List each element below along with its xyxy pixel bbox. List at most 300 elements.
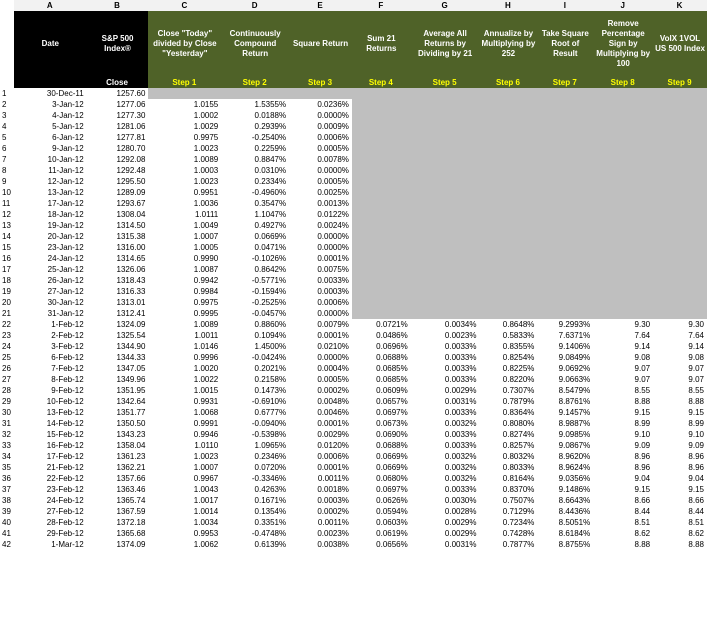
volx-cell[interactable] xyxy=(653,110,707,121)
column-header-c[interactable]: C xyxy=(148,0,221,11)
sqrt-cell[interactable]: 8.8761% xyxy=(537,396,593,407)
scaled-cell[interactable]: 9.30 xyxy=(593,319,653,330)
square-return-cell[interactable]: 0.0002% xyxy=(289,385,352,396)
square-return-cell[interactable] xyxy=(289,88,352,99)
ratio-cell[interactable]: 0.9953 xyxy=(148,528,221,539)
scaled-cell[interactable] xyxy=(593,264,653,275)
annualized-cell[interactable] xyxy=(480,242,538,253)
average-cell[interactable]: 0.0033% xyxy=(411,374,480,385)
scaled-cell[interactable]: 8.88 xyxy=(593,396,653,407)
date-cell[interactable]: 29-Feb-12 xyxy=(14,528,87,539)
close-cell[interactable]: 1325.54 xyxy=(87,330,149,341)
annualized-cell[interactable] xyxy=(480,308,538,319)
square-return-cell[interactable]: 0.0000% xyxy=(289,308,352,319)
log-return-cell[interactable]: -0.4960% xyxy=(221,187,289,198)
sqrt-cell[interactable] xyxy=(537,187,593,198)
annualized-cell[interactable]: 0.8274% xyxy=(480,429,538,440)
sum-cell[interactable] xyxy=(352,99,411,110)
annualized-cell[interactable] xyxy=(480,99,538,110)
annualized-cell[interactable] xyxy=(480,143,538,154)
volx-cell[interactable]: 9.30 xyxy=(653,319,707,330)
date-cell[interactable]: 13-Jan-12 xyxy=(14,187,87,198)
scaled-cell[interactable] xyxy=(593,198,653,209)
square-return-cell[interactable]: 0.0236% xyxy=(289,99,352,110)
ratio-cell[interactable]: 1.0110 xyxy=(148,440,221,451)
date-cell[interactable]: 15-Feb-12 xyxy=(14,429,87,440)
volx-cell[interactable] xyxy=(653,231,707,242)
log-return-cell[interactable]: 0.8860% xyxy=(221,319,289,330)
sqrt-cell[interactable] xyxy=(537,231,593,242)
close-cell[interactable]: 1316.00 xyxy=(87,242,149,253)
ratio-cell[interactable]: 0.9995 xyxy=(148,308,221,319)
average-cell[interactable] xyxy=(411,132,480,143)
annualized-cell[interactable] xyxy=(480,286,538,297)
square-return-cell[interactable]: 0.0000% xyxy=(289,165,352,176)
ratio-cell[interactable]: 0.9990 xyxy=(148,253,221,264)
volx-cell[interactable] xyxy=(653,220,707,231)
sqrt-cell[interactable] xyxy=(537,132,593,143)
volx-cell[interactable]: 8.96 xyxy=(653,462,707,473)
date-cell[interactable]: 26-Jan-12 xyxy=(14,275,87,286)
sum-cell[interactable]: 0.0594% xyxy=(352,506,411,517)
sqrt-cell[interactable] xyxy=(537,154,593,165)
volx-cell[interactable]: 8.51 xyxy=(653,517,707,528)
annualized-cell[interactable]: 0.7507% xyxy=(480,495,538,506)
ratio-cell[interactable]: 1.0003 xyxy=(148,165,221,176)
annualized-cell[interactable] xyxy=(480,154,538,165)
ratio-cell[interactable]: 1.0087 xyxy=(148,264,221,275)
square-return-cell[interactable]: 0.0001% xyxy=(289,418,352,429)
square-return-cell[interactable]: 0.0000% xyxy=(289,352,352,363)
sqrt-cell[interactable] xyxy=(537,165,593,176)
annualized-cell[interactable] xyxy=(480,253,538,264)
date-cell[interactable]: 1-Feb-12 xyxy=(14,319,87,330)
log-return-cell[interactable]: -0.5398% xyxy=(221,429,289,440)
sqrt-cell[interactable] xyxy=(537,110,593,121)
log-return-cell[interactable]: 0.2021% xyxy=(221,363,289,374)
ratio-cell[interactable]: 1.0005 xyxy=(148,242,221,253)
log-return-cell[interactable]: -0.4748% xyxy=(221,528,289,539)
sqrt-cell[interactable] xyxy=(537,264,593,275)
scaled-cell[interactable]: 8.55 xyxy=(593,385,653,396)
close-cell[interactable]: 1293.67 xyxy=(87,198,149,209)
ratio-cell[interactable]: 0.9942 xyxy=(148,275,221,286)
scaled-cell[interactable] xyxy=(593,308,653,319)
square-return-cell[interactable]: 0.0000% xyxy=(289,110,352,121)
scaled-cell[interactable]: 8.96 xyxy=(593,451,653,462)
date-cell[interactable]: 22-Feb-12 xyxy=(14,473,87,484)
volx-cell[interactable]: 8.62 xyxy=(653,528,707,539)
step-label-5[interactable]: Step 5 xyxy=(411,77,480,88)
scaled-cell[interactable] xyxy=(593,242,653,253)
close-cell[interactable]: 1361.23 xyxy=(87,451,149,462)
volx-cell[interactable]: 8.88 xyxy=(653,539,707,550)
date-cell[interactable]: 25-Jan-12 xyxy=(14,264,87,275)
log-return-cell[interactable]: 0.2939% xyxy=(221,121,289,132)
average-cell[interactable] xyxy=(411,220,480,231)
ratio-cell[interactable]: 1.0089 xyxy=(148,319,221,330)
log-return-cell[interactable]: -0.5771% xyxy=(221,275,289,286)
close-cell[interactable]: 1351.95 xyxy=(87,385,149,396)
date-cell[interactable]: 18-Jan-12 xyxy=(14,209,87,220)
volx-cell[interactable] xyxy=(653,176,707,187)
average-cell[interactable] xyxy=(411,209,480,220)
volx-cell[interactable] xyxy=(653,264,707,275)
log-return-cell[interactable]: -0.2525% xyxy=(221,297,289,308)
close-cell[interactable]: 1292.48 xyxy=(87,165,149,176)
sum-cell[interactable]: 0.0486% xyxy=(352,330,411,341)
log-return-cell[interactable]: 0.0310% xyxy=(221,165,289,176)
date-cell[interactable]: 6-Feb-12 xyxy=(14,352,87,363)
header-sp500[interactable]: S&P 500 Index® xyxy=(87,11,149,77)
sum-cell[interactable] xyxy=(352,308,411,319)
volx-cell[interactable]: 9.07 xyxy=(653,374,707,385)
annualized-cell[interactable] xyxy=(480,121,538,132)
sum-cell[interactable]: 0.0603% xyxy=(352,517,411,528)
sum-cell[interactable]: 0.0697% xyxy=(352,407,411,418)
scaled-cell[interactable]: 8.96 xyxy=(593,462,653,473)
close-cell[interactable]: 1277.30 xyxy=(87,110,149,121)
log-return-cell[interactable]: 0.6777% xyxy=(221,407,289,418)
sum-cell[interactable] xyxy=(352,275,411,286)
average-cell[interactable]: 0.0029% xyxy=(411,528,480,539)
average-cell[interactable]: 0.0032% xyxy=(411,473,480,484)
volx-cell[interactable] xyxy=(653,165,707,176)
close-cell[interactable]: 1315.38 xyxy=(87,231,149,242)
annualized-cell[interactable]: 0.8033% xyxy=(480,462,538,473)
square-return-cell[interactable]: 0.0003% xyxy=(289,495,352,506)
volx-cell[interactable]: 8.44 xyxy=(653,506,707,517)
close-cell[interactable]: 1365.74 xyxy=(87,495,149,506)
square-return-cell[interactable]: 0.0005% xyxy=(289,374,352,385)
date-cell[interactable]: 16-Feb-12 xyxy=(14,440,87,451)
sum-cell[interactable]: 0.0657% xyxy=(352,396,411,407)
scaled-cell[interactable]: 8.62 xyxy=(593,528,653,539)
ratio-cell[interactable]: 0.9967 xyxy=(148,473,221,484)
sqrt-cell[interactable]: 8.9620% xyxy=(537,451,593,462)
sum-cell[interactable]: 0.0696% xyxy=(352,341,411,352)
square-return-cell[interactable]: 0.0001% xyxy=(289,253,352,264)
close-cell[interactable]: 1316.33 xyxy=(87,286,149,297)
log-return-cell[interactable]: 1.0965% xyxy=(221,440,289,451)
close-cell[interactable]: 1367.59 xyxy=(87,506,149,517)
step-label-2[interactable]: Step 2 xyxy=(221,77,289,88)
scaled-cell[interactable]: 9.15 xyxy=(593,407,653,418)
average-cell[interactable]: 0.0023% xyxy=(411,330,480,341)
ratio-cell[interactable]: 0.9951 xyxy=(148,187,221,198)
log-return-cell[interactable]: 0.3547% xyxy=(221,198,289,209)
average-cell[interactable]: 0.0028% xyxy=(411,506,480,517)
square-return-cell[interactable]: 0.0013% xyxy=(289,198,352,209)
ratio-cell[interactable]: 1.0007 xyxy=(148,462,221,473)
date-cell[interactable]: 3-Jan-12 xyxy=(14,99,87,110)
square-return-cell[interactable]: 0.0025% xyxy=(289,187,352,198)
volx-cell[interactable] xyxy=(653,308,707,319)
date-cell[interactable]: 23-Feb-12 xyxy=(14,484,87,495)
scaled-cell[interactable]: 9.14 xyxy=(593,341,653,352)
date-cell[interactable]: 10-Feb-12 xyxy=(14,396,87,407)
annualized-cell[interactable] xyxy=(480,110,538,121)
date-cell[interactable]: 17-Feb-12 xyxy=(14,451,87,462)
volx-cell[interactable] xyxy=(653,198,707,209)
average-cell[interactable]: 0.0033% xyxy=(411,352,480,363)
date-cell[interactable]: 5-Jan-12 xyxy=(14,121,87,132)
annualized-cell[interactable] xyxy=(480,297,538,308)
ratio-cell[interactable]: 1.0049 xyxy=(148,220,221,231)
header-step4[interactable]: Sum 21 Returns xyxy=(352,11,411,77)
scaled-cell[interactable]: 9.07 xyxy=(593,363,653,374)
date-cell[interactable]: 9-Jan-12 xyxy=(14,143,87,154)
volx-cell[interactable] xyxy=(653,275,707,286)
average-cell[interactable] xyxy=(411,253,480,264)
date-cell[interactable]: 30-Dec-11 xyxy=(14,88,87,99)
scaled-cell[interactable] xyxy=(593,154,653,165)
sum-cell[interactable]: 0.0626% xyxy=(352,495,411,506)
annualized-cell[interactable]: 0.8032% xyxy=(480,451,538,462)
annualized-cell[interactable]: 0.8364% xyxy=(480,407,538,418)
ratio-cell[interactable]: 1.0036 xyxy=(148,198,221,209)
close-cell[interactable]: 1314.65 xyxy=(87,253,149,264)
average-cell[interactable] xyxy=(411,121,480,132)
sum-cell[interactable]: 0.0697% xyxy=(352,484,411,495)
ratio-cell[interactable]: 1.0023 xyxy=(148,176,221,187)
annualized-cell[interactable]: 0.8225% xyxy=(480,363,538,374)
close-cell[interactable]: 1314.50 xyxy=(87,220,149,231)
header-step7[interactable]: Take Square Root of Result xyxy=(537,11,593,77)
annualized-cell[interactable]: 0.8254% xyxy=(480,352,538,363)
log-return-cell[interactable]: -0.1026% xyxy=(221,253,289,264)
average-cell[interactable] xyxy=(411,242,480,253)
scaled-cell[interactable] xyxy=(593,143,653,154)
log-return-cell[interactable]: 0.0720% xyxy=(221,462,289,473)
annualized-cell[interactable] xyxy=(480,264,538,275)
square-return-cell[interactable]: 0.0001% xyxy=(289,330,352,341)
ratio-cell[interactable]: 1.0029 xyxy=(148,121,221,132)
volx-cell[interactable]: 8.96 xyxy=(653,451,707,462)
close-cell[interactable]: 1280.70 xyxy=(87,143,149,154)
scaled-cell[interactable] xyxy=(593,110,653,121)
volx-cell[interactable] xyxy=(653,187,707,198)
average-cell[interactable] xyxy=(411,99,480,110)
log-return-cell[interactable]: 0.1473% xyxy=(221,385,289,396)
scaled-cell[interactable]: 9.09 xyxy=(593,440,653,451)
log-return-cell[interactable]: 1.1047% xyxy=(221,209,289,220)
header-step1[interactable]: Close "Today" divided by Close "Yesterday" xyxy=(148,11,221,77)
sqrt-cell[interactable]: 8.5479% xyxy=(537,385,593,396)
ratio-cell[interactable]: 0.9931 xyxy=(148,396,221,407)
sum-cell[interactable] xyxy=(352,220,411,231)
annualized-cell[interactable] xyxy=(480,209,538,220)
close-cell[interactable]: 1277.81 xyxy=(87,132,149,143)
sqrt-cell[interactable]: 8.8755% xyxy=(537,539,593,550)
volx-cell[interactable] xyxy=(653,242,707,253)
ratio-cell[interactable]: 1.0011 xyxy=(148,330,221,341)
sqrt-cell[interactable] xyxy=(537,253,593,264)
annualized-cell[interactable]: 0.5833% xyxy=(480,330,538,341)
log-return-cell[interactable]: 0.0669% xyxy=(221,231,289,242)
sqrt-cell[interactable] xyxy=(537,209,593,220)
close-cell[interactable]: 1313.01 xyxy=(87,297,149,308)
date-cell[interactable]: 27-Jan-12 xyxy=(14,286,87,297)
sqrt-cell[interactable]: 8.5051% xyxy=(537,517,593,528)
average-cell[interactable] xyxy=(411,110,480,121)
step-close[interactable]: Close xyxy=(87,77,149,88)
date-cell[interactable]: 4-Jan-12 xyxy=(14,110,87,121)
scaled-cell[interactable] xyxy=(593,132,653,143)
scaled-cell[interactable]: 8.66 xyxy=(593,495,653,506)
header-step9[interactable]: VolX 1VOL US 500 Index xyxy=(653,11,707,77)
ratio-cell[interactable]: 1.0062 xyxy=(148,539,221,550)
sqrt-cell[interactable]: 7.6371% xyxy=(537,330,593,341)
scaled-cell[interactable] xyxy=(593,220,653,231)
square-return-cell[interactable]: 0.0018% xyxy=(289,484,352,495)
average-cell[interactable]: 0.0032% xyxy=(411,462,480,473)
column-header-g[interactable]: G xyxy=(411,0,480,11)
volx-cell[interactable] xyxy=(653,209,707,220)
annualized-cell[interactable]: 0.7877% xyxy=(480,539,538,550)
square-return-cell[interactable]: 0.0024% xyxy=(289,220,352,231)
date-cell[interactable]: 10-Jan-12 xyxy=(14,154,87,165)
volx-cell[interactable] xyxy=(653,143,707,154)
average-cell[interactable] xyxy=(411,143,480,154)
date-cell[interactable]: 17-Jan-12 xyxy=(14,198,87,209)
annualized-cell[interactable] xyxy=(480,231,538,242)
date-cell[interactable]: 3-Feb-12 xyxy=(14,341,87,352)
log-return-cell[interactable]: 0.8847% xyxy=(221,154,289,165)
volx-cell[interactable]: 8.88 xyxy=(653,396,707,407)
sum-cell[interactable]: 0.0685% xyxy=(352,374,411,385)
log-return-cell[interactable]: 0.0471% xyxy=(221,242,289,253)
sqrt-cell[interactable] xyxy=(537,121,593,132)
step-label-3[interactable]: Step 3 xyxy=(289,77,352,88)
annualized-cell[interactable] xyxy=(480,198,538,209)
log-return-cell[interactable]: 0.2158% xyxy=(221,374,289,385)
average-cell[interactable]: 0.0030% xyxy=(411,495,480,506)
close-cell[interactable]: 1281.06 xyxy=(87,121,149,132)
square-return-cell[interactable]: 0.0001% xyxy=(289,462,352,473)
volx-cell[interactable]: 9.08 xyxy=(653,352,707,363)
sum-cell[interactable] xyxy=(352,253,411,264)
ratio-cell[interactable]: 1.0023 xyxy=(148,451,221,462)
volx-cell[interactable]: 9.09 xyxy=(653,440,707,451)
date-cell[interactable]: 28-Feb-12 xyxy=(14,517,87,528)
square-return-cell[interactable]: 0.0078% xyxy=(289,154,352,165)
sqrt-cell[interactable] xyxy=(537,198,593,209)
scaled-cell[interactable]: 9.08 xyxy=(593,352,653,363)
square-return-cell[interactable]: 0.0004% xyxy=(289,363,352,374)
volx-cell[interactable] xyxy=(653,99,707,110)
sum-cell[interactable] xyxy=(352,132,411,143)
close-cell[interactable]: 1372.18 xyxy=(87,517,149,528)
log-return-cell[interactable]: 0.2346% xyxy=(221,451,289,462)
sqrt-cell[interactable]: 9.1457% xyxy=(537,407,593,418)
scaled-cell[interactable] xyxy=(593,231,653,242)
sum-cell[interactable] xyxy=(352,121,411,132)
sqrt-cell[interactable] xyxy=(537,308,593,319)
column-header-j[interactable]: J xyxy=(593,0,653,11)
square-return-cell[interactable]: 0.0003% xyxy=(289,286,352,297)
volx-cell[interactable] xyxy=(653,154,707,165)
close-cell[interactable]: 1308.04 xyxy=(87,209,149,220)
ratio-cell[interactable]: 1.0089 xyxy=(148,154,221,165)
close-cell[interactable]: 1363.46 xyxy=(87,484,149,495)
annualized-cell[interactable] xyxy=(480,165,538,176)
header-step2[interactable]: Continuously Compound Return xyxy=(221,11,289,77)
ratio-cell[interactable]: 1.0014 xyxy=(148,506,221,517)
log-return-cell[interactable]: 0.2259% xyxy=(221,143,289,154)
square-return-cell[interactable]: 0.0079% xyxy=(289,319,352,330)
sum-cell[interactable] xyxy=(352,143,411,154)
sqrt-cell[interactable]: 9.2993% xyxy=(537,319,593,330)
sqrt-cell[interactable]: 8.6643% xyxy=(537,495,593,506)
square-return-cell[interactable]: 0.0005% xyxy=(289,176,352,187)
average-cell[interactable]: 0.0033% xyxy=(411,363,480,374)
average-cell[interactable]: 0.0031% xyxy=(411,539,480,550)
scaled-cell[interactable] xyxy=(593,253,653,264)
sqrt-cell[interactable] xyxy=(537,242,593,253)
header-step6[interactable]: Annualize by Multiplying by 252 xyxy=(480,11,538,77)
date-cell[interactable]: 20-Jan-12 xyxy=(14,231,87,242)
close-cell[interactable]: 1342.64 xyxy=(87,396,149,407)
date-cell[interactable]: 7-Feb-12 xyxy=(14,363,87,374)
annualized-cell[interactable]: 0.8370% xyxy=(480,484,538,495)
annualized-cell[interactable]: 0.8648% xyxy=(480,319,538,330)
average-cell[interactable]: 0.0033% xyxy=(411,440,480,451)
close-cell[interactable]: 1358.04 xyxy=(87,440,149,451)
ratio-cell[interactable]: 0.9984 xyxy=(148,286,221,297)
sqrt-cell[interactable]: 8.9887% xyxy=(537,418,593,429)
scaled-cell[interactable] xyxy=(593,99,653,110)
volx-cell[interactable] xyxy=(653,88,707,99)
close-cell[interactable]: 1344.90 xyxy=(87,341,149,352)
log-return-cell[interactable]: 1.5355% xyxy=(221,99,289,110)
volx-cell[interactable] xyxy=(653,297,707,308)
sum-cell[interactable]: 0.0669% xyxy=(352,462,411,473)
scaled-cell[interactable] xyxy=(593,275,653,286)
average-cell[interactable] xyxy=(411,165,480,176)
log-return-cell[interactable]: -0.3346% xyxy=(221,473,289,484)
sqrt-cell[interactable] xyxy=(537,143,593,154)
square-return-cell[interactable]: 0.0122% xyxy=(289,209,352,220)
sqrt-cell[interactable]: 9.1486% xyxy=(537,484,593,495)
sqrt-cell[interactable]: 9.0985% xyxy=(537,429,593,440)
volx-cell[interactable] xyxy=(653,121,707,132)
log-return-cell[interactable]: 0.6139% xyxy=(221,539,289,550)
annualized-cell[interactable]: 0.8164% xyxy=(480,473,538,484)
header-step3[interactable]: Square Return xyxy=(289,11,352,77)
close-cell[interactable]: 1257.60 xyxy=(87,88,149,99)
log-return-cell[interactable]: 0.3351% xyxy=(221,517,289,528)
sum-cell[interactable]: 0.0685% xyxy=(352,363,411,374)
volx-cell[interactable]: 9.04 xyxy=(653,473,707,484)
step-label-8[interactable]: Step 8 xyxy=(593,77,653,88)
date-cell[interactable]: 31-Jan-12 xyxy=(14,308,87,319)
sum-cell[interactable] xyxy=(352,242,411,253)
average-cell[interactable]: 0.0032% xyxy=(411,451,480,462)
date-cell[interactable]: 14-Feb-12 xyxy=(14,418,87,429)
volx-cell[interactable] xyxy=(653,253,707,264)
close-cell[interactable]: 1351.77 xyxy=(87,407,149,418)
average-cell[interactable]: 0.0033% xyxy=(411,484,480,495)
date-cell[interactable]: 12-Jan-12 xyxy=(14,176,87,187)
sum-cell[interactable]: 0.0690% xyxy=(352,429,411,440)
sum-cell[interactable] xyxy=(352,176,411,187)
step-label-7[interactable]: Step 7 xyxy=(537,77,593,88)
sqrt-cell[interactable]: 9.0867% xyxy=(537,440,593,451)
average-cell[interactable] xyxy=(411,297,480,308)
annualized-cell[interactable] xyxy=(480,220,538,231)
date-cell[interactable]: 8-Feb-12 xyxy=(14,374,87,385)
